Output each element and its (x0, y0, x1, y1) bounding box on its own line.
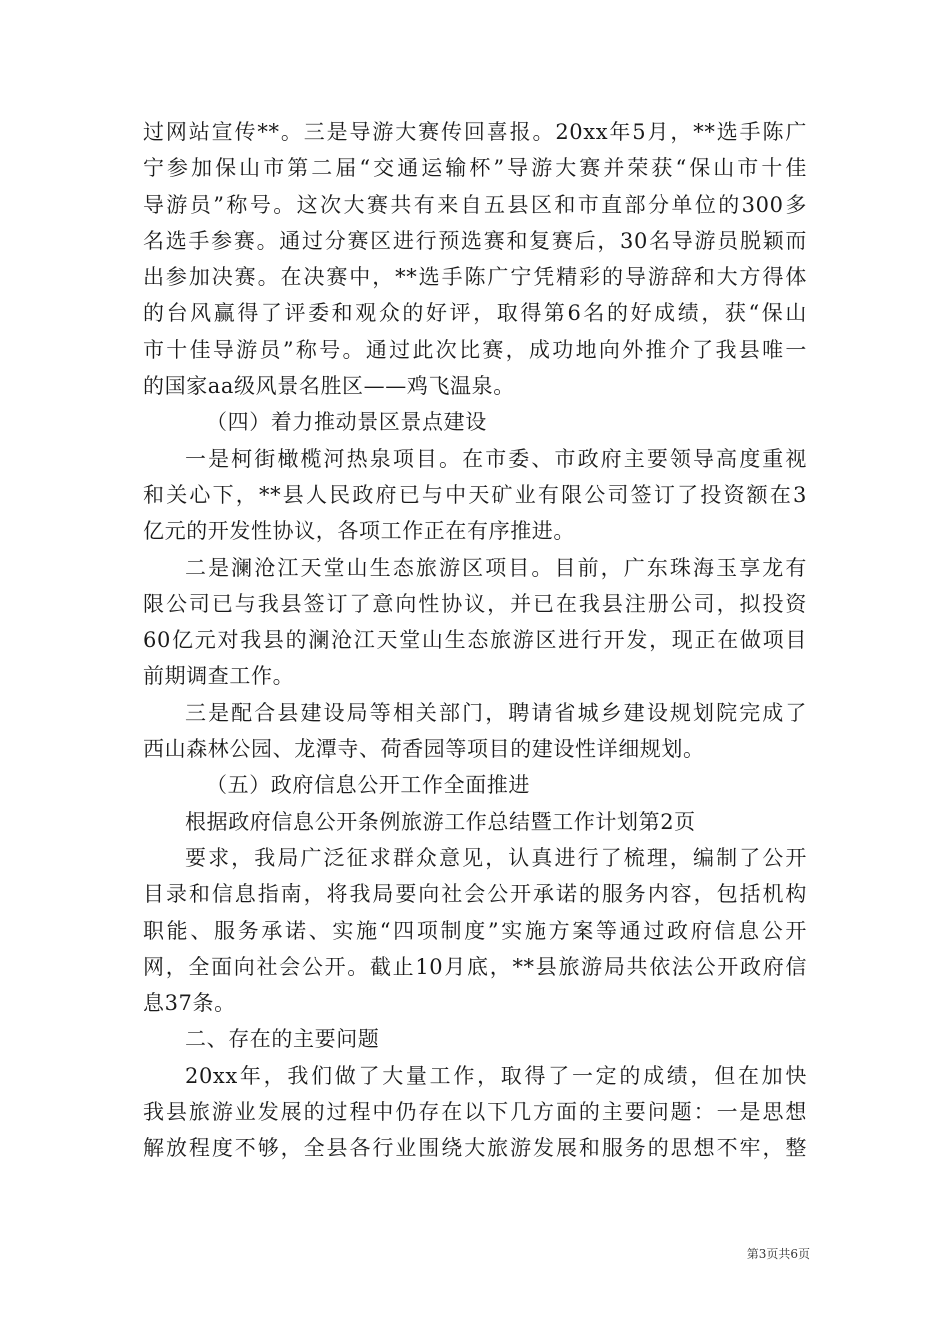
text-line: 过网站宣传**。三是导游大赛传回喜报。20xx年5月，**选手陈广 (143, 120, 807, 144)
section-heading: （五）政府信息公开工作全面推进 (206, 773, 530, 798)
text-line: 和关心下，**县人民政府已与中天矿业有限公司签订了投资额在3 (143, 482, 807, 507)
text-line: 网，全面向社会公开。截止10月底，**县旅游局共依法公开政府信 (143, 954, 807, 979)
text-line: 名选手参赛。通过分赛区进行预选赛和复赛后，30名导游员脱颖而 (143, 228, 807, 253)
text-line: 的国家aa级风景名胜区——鸡飞温泉。 (143, 374, 515, 399)
paragraph-first-line: 要求，我局广泛征求群众意见，认真进行了梳理，编制了公开 (185, 845, 807, 870)
paragraph-first-line: 二是澜沧江天堂山生态旅游区项目。目前，广东珠海玉享龙有 (185, 555, 807, 580)
text-line: 导游员”称号。这次大赛共有来自五县区和市直部分单位的300多 (143, 192, 807, 217)
text-line: 市十佳导游员”称号。通过此次比赛，成功地向外推介了我县唯一 (143, 337, 807, 362)
text-line: 西山森林公园、龙潭寺、荷香园等项目的建设性详细规划。 (143, 737, 705, 762)
text-line: 息37条。 (143, 991, 236, 1016)
text-line: 前期调查工作。 (143, 664, 295, 689)
paragraph-first-line: 20xx年，我们做了大量工作，取得了一定的成绩，但在加快 (185, 1063, 807, 1088)
document-body (143, 114, 807, 1167)
section-heading: （四）着力推动景区景点建设 (206, 410, 487, 435)
text-line: 解放程度不够，全县各行业围绕大旅游发展和服务的思想不牢，整 (143, 1136, 807, 1161)
text-line: 60亿元对我县的澜沧江天堂山生态旅游区进行开发，现正在做项目 (143, 628, 807, 653)
text-line: 我县旅游业发展的过程中仍存在以下几方面的主要问题：一是思想 (143, 1100, 807, 1125)
paragraph-first-line: 一是柯街橄榄河热泉项目。在市委、市政府主要领导高度重视 (185, 446, 807, 471)
text-line: 职能、服务承诺、实施“四项制度”实施方案等通过政府信息公开 (143, 918, 807, 943)
text-line: 宁参加保山市第二届“交通运输杯”导游大赛并荣获“保山市十佳 (143, 156, 807, 181)
text-line: 目录和信息指南，将我局要向社会公开承诺的服务内容，包括机构 (143, 882, 807, 907)
text-line: 限公司已与我县签订了意向性协议，并已在我县注册公司，拟投资 (143, 591, 807, 616)
text-line: 出参加决赛。在决赛中，**选手陈广宁凭精彩的导游辞和大方得体 (143, 265, 807, 290)
text-line: 的台风赢得了评委和观众的好评，取得第6名的好成绩，获“保山 (143, 301, 807, 326)
section-heading: 二、存在的主要问题 (185, 1027, 380, 1052)
text-line: 亿元的开发性协议，各项工作正在有序推进。 (143, 519, 575, 544)
paragraph-first-line: 三是配合县建设局等相关部门，聘请省城乡建设规划院完成了 (185, 700, 807, 725)
paragraph-first-line: 根据政府信息公开条例旅游工作总结暨工作计划第2页 (185, 809, 696, 834)
page-number: 第3页共6页 (746, 1247, 810, 1261)
